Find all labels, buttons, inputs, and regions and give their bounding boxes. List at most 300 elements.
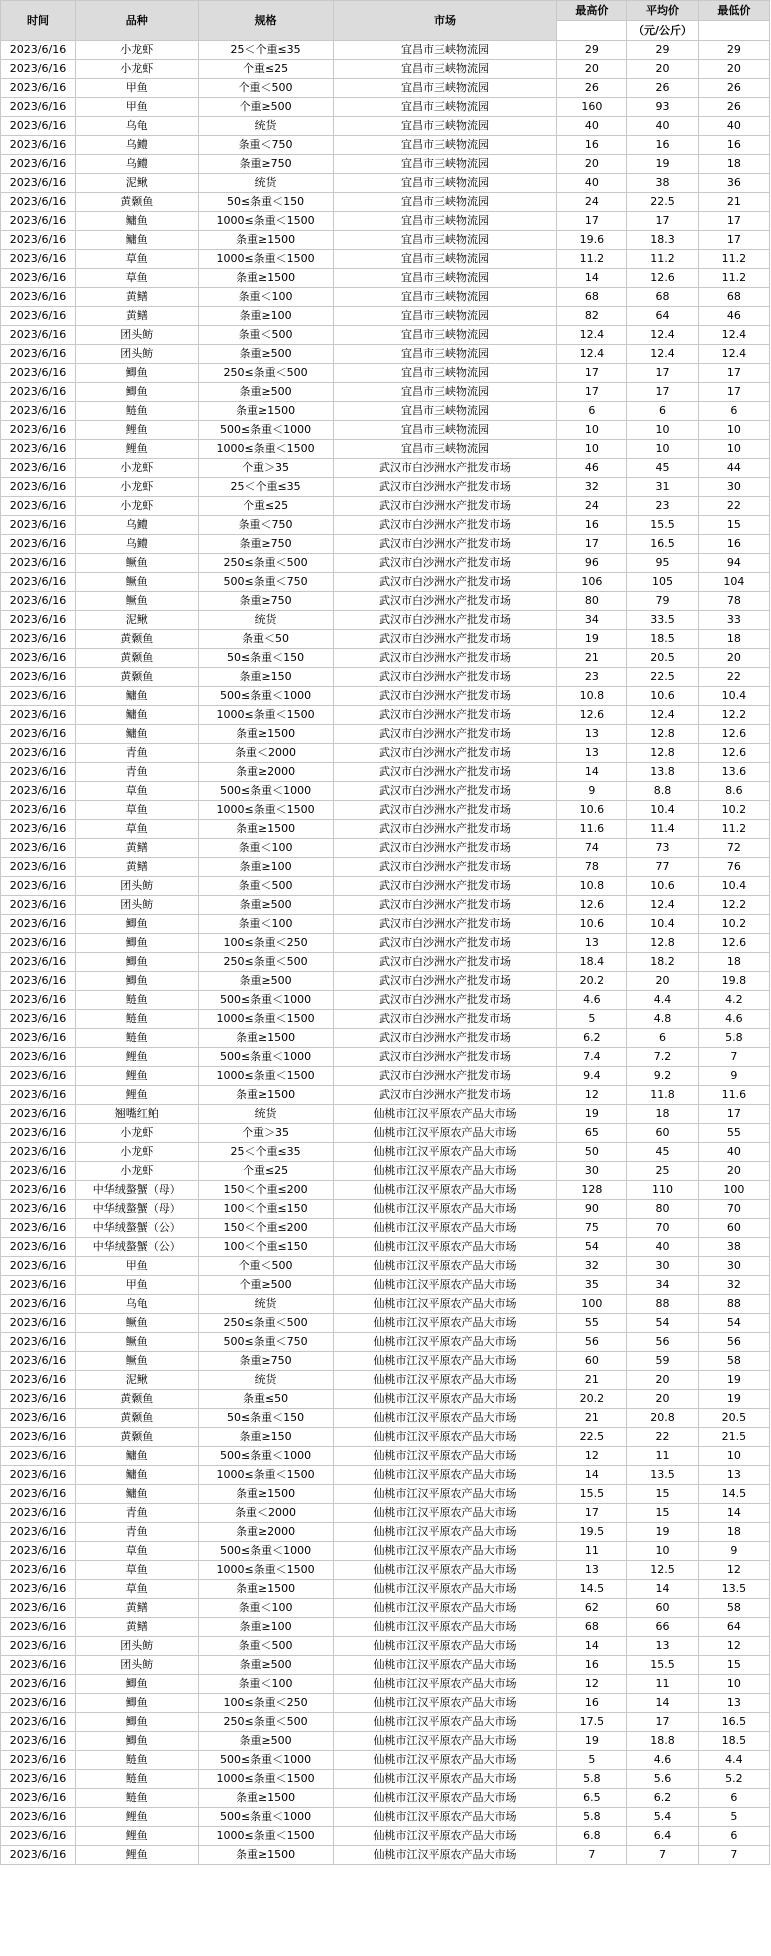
cell-avg-price: 16.5 (627, 535, 698, 554)
cell-market: 仙桃市江汉平原农产品大市场 (333, 1694, 557, 1713)
cell-market: 武汉市白沙洲水产批发市场 (333, 763, 557, 782)
cell-avg-price: 40 (627, 117, 698, 136)
cell-spec: 1000≤条重＜1500 (198, 1010, 333, 1029)
cell-min-price: 18 (698, 155, 769, 174)
cell-avg-price: 30 (627, 1257, 698, 1276)
table-row (1, 345, 770, 364)
cell-date: 2023/6/16 (1, 1200, 76, 1219)
cell-spec: 500≤条重＜750 (198, 1333, 333, 1352)
cell-date: 2023/6/16 (1, 1504, 76, 1523)
table-row (1, 801, 770, 820)
cell-avg-price: 6.4 (627, 1827, 698, 1846)
cell-date: 2023/6/16 (1, 706, 76, 725)
table-row (1, 611, 770, 630)
cell-variety: 鳜鱼 (76, 1314, 199, 1333)
cell-market: 武汉市白沙洲水产批发市场 (333, 725, 557, 744)
cell-min-price: 19 (698, 1390, 769, 1409)
table-row (1, 896, 770, 915)
cell-variety: 鳜鱼 (76, 1333, 199, 1352)
cell-spec: 条重≥500 (198, 345, 333, 364)
header-spec: 规格 (198, 1, 333, 41)
cell-variety: 团头鲂 (76, 877, 199, 896)
cell-variety: 甲鱼 (76, 1257, 199, 1276)
cell-max-price: 10.8 (557, 877, 627, 896)
cell-variety: 鲢鱼 (76, 402, 199, 421)
header-market: 市场 (333, 1, 557, 41)
cell-avg-price: 29 (627, 41, 698, 60)
cell-avg-price: 15 (627, 1504, 698, 1523)
cell-spec: 条重≤50 (198, 1390, 333, 1409)
cell-market: 仙桃市江汉平原农产品大市场 (333, 1257, 557, 1276)
cell-market: 武汉市白沙洲水产批发市场 (333, 706, 557, 725)
cell-date: 2023/6/16 (1, 934, 76, 953)
cell-avg-price: 10 (627, 1542, 698, 1561)
cell-market: 仙桃市江汉平原农产品大市场 (333, 1789, 557, 1808)
cell-max-price: 32 (557, 1257, 627, 1276)
cell-max-price: 100 (557, 1295, 627, 1314)
cell-market: 仙桃市江汉平原农产品大市场 (333, 1276, 557, 1295)
cell-spec: 条重＜500 (198, 877, 333, 896)
cell-avg-price: 10 (627, 421, 698, 440)
cell-avg-price: 105 (627, 573, 698, 592)
table-row (1, 630, 770, 649)
table-row (1, 573, 770, 592)
cell-market: 仙桃市江汉平原农产品大市场 (333, 1314, 557, 1333)
cell-market: 宜昌市三峡物流园 (333, 79, 557, 98)
cell-variety: 鲢鱼 (76, 1029, 199, 1048)
cell-date: 2023/6/16 (1, 1485, 76, 1504)
cell-avg-price: 38 (627, 174, 698, 193)
cell-variety: 草鱼 (76, 269, 199, 288)
cell-variety: 乌鳢 (76, 155, 199, 174)
cell-avg-price: 14 (627, 1580, 698, 1599)
cell-max-price: 5.8 (557, 1770, 627, 1789)
cell-market: 武汉市白沙洲水产批发市场 (333, 1067, 557, 1086)
cell-variety: 鳙鱼 (76, 687, 199, 706)
cell-max-price: 6.2 (557, 1029, 627, 1048)
cell-avg-price: 15.5 (627, 1656, 698, 1675)
cell-market: 宜昌市三峡物流园 (333, 307, 557, 326)
table-row (1, 1314, 770, 1333)
cell-spec: 条重≥500 (198, 896, 333, 915)
cell-date: 2023/6/16 (1, 1713, 76, 1732)
cell-spec: 条重≥100 (198, 1618, 333, 1637)
cell-market: 仙桃市江汉平原农产品大市场 (333, 1352, 557, 1371)
cell-date: 2023/6/16 (1, 953, 76, 972)
cell-date: 2023/6/16 (1, 1314, 76, 1333)
cell-spec: 条重≥1500 (198, 402, 333, 421)
cell-avg-price: 68 (627, 288, 698, 307)
cell-date: 2023/6/16 (1, 60, 76, 79)
cell-min-price: 10 (698, 440, 769, 459)
table-row (1, 60, 770, 79)
cell-market: 仙桃市江汉平原农产品大市场 (333, 1390, 557, 1409)
cell-market: 仙桃市江汉平原农产品大市场 (333, 1561, 557, 1580)
cell-market: 仙桃市江汉平原农产品大市场 (333, 1656, 557, 1675)
table-row (1, 820, 770, 839)
cell-min-price: 12.2 (698, 896, 769, 915)
cell-variety: 黄颡鱼 (76, 630, 199, 649)
cell-spec: 条重＜100 (198, 1675, 333, 1694)
cell-spec: 500≤条重＜1000 (198, 687, 333, 706)
cell-max-price: 10.8 (557, 687, 627, 706)
cell-avg-price: 56 (627, 1333, 698, 1352)
cell-min-price: 12.6 (698, 744, 769, 763)
cell-max-price: 75 (557, 1219, 627, 1238)
cell-spec: 1000≤条重＜1500 (198, 1770, 333, 1789)
cell-market: 仙桃市江汉平原农产品大市场 (333, 1447, 557, 1466)
cell-min-price: 7 (698, 1048, 769, 1067)
cell-market: 武汉市白沙洲水产批发市场 (333, 1029, 557, 1048)
table-row (1, 1409, 770, 1428)
cell-avg-price: 110 (627, 1181, 698, 1200)
cell-spec: 统货 (198, 1105, 333, 1124)
cell-min-price: 17 (698, 212, 769, 231)
cell-min-price: 4.6 (698, 1010, 769, 1029)
cell-max-price: 4.6 (557, 991, 627, 1010)
cell-date: 2023/6/16 (1, 1694, 76, 1713)
cell-avg-price: 4.6 (627, 1751, 698, 1770)
cell-min-price: 18 (698, 1523, 769, 1542)
cell-avg-price: 17 (627, 212, 698, 231)
cell-max-price: 18.4 (557, 953, 627, 972)
cell-spec: 条重≥1500 (198, 1029, 333, 1048)
cell-max-price: 80 (557, 592, 627, 611)
cell-market: 宜昌市三峡物流园 (333, 117, 557, 136)
cell-variety: 鳙鱼 (76, 212, 199, 231)
cell-variety: 草鱼 (76, 250, 199, 269)
cell-variety: 鲫鱼 (76, 972, 199, 991)
cell-min-price: 17 (698, 383, 769, 402)
cell-date: 2023/6/16 (1, 630, 76, 649)
cell-date: 2023/6/16 (1, 972, 76, 991)
cell-spec: 50≤条重＜150 (198, 649, 333, 668)
cell-market: 仙桃市江汉平原农产品大市场 (333, 1181, 557, 1200)
cell-avg-price: 16 (627, 136, 698, 155)
cell-date: 2023/6/16 (1, 1295, 76, 1314)
cell-min-price: 12.2 (698, 706, 769, 725)
cell-avg-price: 12.4 (627, 345, 698, 364)
cell-market: 武汉市白沙洲水产批发市场 (333, 573, 557, 592)
cell-max-price: 13 (557, 744, 627, 763)
cell-date: 2023/6/16 (1, 1276, 76, 1295)
cell-min-price: 16 (698, 535, 769, 554)
cell-avg-price: 7.2 (627, 1048, 698, 1067)
table-row (1, 1827, 770, 1846)
cell-variety: 中华绒螯蟹（母） (76, 1181, 199, 1200)
cell-date: 2023/6/16 (1, 668, 76, 687)
cell-variety: 鲤鱼 (76, 1067, 199, 1086)
cell-market: 仙桃市江汉平原农产品大市场 (333, 1713, 557, 1732)
cell-date: 2023/6/16 (1, 611, 76, 630)
table-row (1, 858, 770, 877)
cell-avg-price: 18.5 (627, 630, 698, 649)
cell-variety: 鲢鱼 (76, 1770, 199, 1789)
cell-min-price: 17 (698, 231, 769, 250)
cell-avg-price: 6 (627, 1029, 698, 1048)
cell-min-price: 4.2 (698, 991, 769, 1010)
table-row (1, 1846, 770, 1865)
cell-min-price: 18.5 (698, 1732, 769, 1751)
cell-date: 2023/6/16 (1, 383, 76, 402)
cell-variety: 鲫鱼 (76, 934, 199, 953)
table-row (1, 212, 770, 231)
cell-spec: 个重＞35 (198, 1124, 333, 1143)
cell-variety: 翘嘴红鲌 (76, 1105, 199, 1124)
cell-market: 武汉市白沙洲水产批发市场 (333, 953, 557, 972)
cell-date: 2023/6/16 (1, 1618, 76, 1637)
cell-max-price: 12.6 (557, 896, 627, 915)
table-row (1, 649, 770, 668)
table-row (1, 1067, 770, 1086)
cell-avg-price: 20.5 (627, 649, 698, 668)
table-row (1, 1352, 770, 1371)
cell-max-price: 29 (557, 41, 627, 60)
cell-min-price: 14.5 (698, 1485, 769, 1504)
cell-date: 2023/6/16 (1, 231, 76, 250)
cell-date: 2023/6/16 (1, 1466, 76, 1485)
cell-max-price: 65 (557, 1124, 627, 1143)
cell-avg-price: 93 (627, 98, 698, 117)
cell-market: 武汉市白沙洲水产批发市场 (333, 1048, 557, 1067)
cell-min-price: 9 (698, 1542, 769, 1561)
cell-date: 2023/6/16 (1, 1656, 76, 1675)
cell-variety: 乌鳢 (76, 516, 199, 535)
cell-variety: 鳙鱼 (76, 706, 199, 725)
table-row (1, 592, 770, 611)
cell-avg-price: 11 (627, 1675, 698, 1694)
cell-avg-price: 80 (627, 1200, 698, 1219)
cell-variety: 黄颡鱼 (76, 649, 199, 668)
cell-date: 2023/6/16 (1, 326, 76, 345)
table-row (1, 763, 770, 782)
cell-market: 宜昌市三峡物流园 (333, 136, 557, 155)
cell-max-price: 20.2 (557, 972, 627, 991)
cell-market: 武汉市白沙洲水产批发市场 (333, 1086, 557, 1105)
cell-avg-price: 22.5 (627, 668, 698, 687)
cell-avg-price: 64 (627, 307, 698, 326)
cell-min-price: 10 (698, 1675, 769, 1694)
cell-variety: 甲鱼 (76, 79, 199, 98)
cell-date: 2023/6/16 (1, 459, 76, 478)
cell-date: 2023/6/16 (1, 839, 76, 858)
cell-market: 仙桃市江汉平原农产品大市场 (333, 1618, 557, 1637)
cell-avg-price: 33.5 (627, 611, 698, 630)
cell-date: 2023/6/16 (1, 1143, 76, 1162)
cell-min-price: 55 (698, 1124, 769, 1143)
cell-market: 宜昌市三峡物流园 (333, 269, 557, 288)
cell-avg-price: 4.4 (627, 991, 698, 1010)
cell-spec: 150＜个重≤200 (198, 1181, 333, 1200)
cell-spec: 条重≥750 (198, 1352, 333, 1371)
table-row (1, 288, 770, 307)
cell-date: 2023/6/16 (1, 877, 76, 896)
cell-date: 2023/6/16 (1, 1789, 76, 1808)
cell-date: 2023/6/16 (1, 1238, 76, 1257)
cell-spec: 25＜个重≤35 (198, 41, 333, 60)
cell-min-price: 60 (698, 1219, 769, 1238)
cell-avg-price: 88 (627, 1295, 698, 1314)
cell-min-price: 10.2 (698, 801, 769, 820)
cell-date: 2023/6/16 (1, 1048, 76, 1067)
cell-variety: 鲫鱼 (76, 364, 199, 383)
cell-min-price: 46 (698, 307, 769, 326)
cell-date: 2023/6/16 (1, 1010, 76, 1029)
cell-market: 武汉市白沙洲水产批发市场 (333, 991, 557, 1010)
cell-market: 宜昌市三峡物流园 (333, 288, 557, 307)
cell-variety: 黄颡鱼 (76, 1428, 199, 1447)
cell-max-price: 13 (557, 725, 627, 744)
cell-market: 仙桃市江汉平原农产品大市场 (333, 1827, 557, 1846)
cell-spec: 250≤条重＜500 (198, 554, 333, 573)
cell-variety: 草鱼 (76, 1561, 199, 1580)
cell-market: 武汉市白沙洲水产批发市场 (333, 554, 557, 573)
cell-spec: 1000≤条重＜1500 (198, 212, 333, 231)
cell-avg-price: 7 (627, 1846, 698, 1865)
cell-variety: 鲤鱼 (76, 440, 199, 459)
cell-max-price: 9.4 (557, 1067, 627, 1086)
cell-date: 2023/6/16 (1, 1428, 76, 1447)
cell-date: 2023/6/16 (1, 41, 76, 60)
cell-spec: 100＜个重≤150 (198, 1238, 333, 1257)
table-row (1, 497, 770, 516)
cell-market: 仙桃市江汉平原农产品大市场 (333, 1732, 557, 1751)
cell-spec: 条重≥1500 (198, 820, 333, 839)
cell-avg-price: 20 (627, 1390, 698, 1409)
cell-date: 2023/6/16 (1, 421, 76, 440)
cell-avg-price: 18.3 (627, 231, 698, 250)
table-row (1, 1732, 770, 1751)
cell-market: 武汉市白沙洲水产批发市场 (333, 516, 557, 535)
cell-spec: 条重＜100 (198, 1599, 333, 1618)
cell-max-price: 7 (557, 1846, 627, 1865)
cell-spec: 个重＜500 (198, 1257, 333, 1276)
table-row (1, 478, 770, 497)
cell-avg-price: 18.8 (627, 1732, 698, 1751)
cell-avg-price: 17 (627, 383, 698, 402)
cell-spec: 500≤条重＜1000 (198, 421, 333, 440)
table-row (1, 1637, 770, 1656)
cell-market: 仙桃市江汉平原农产品大市场 (333, 1371, 557, 1390)
cell-spec: 100≤条重＜250 (198, 934, 333, 953)
cell-spec: 条重≥150 (198, 1428, 333, 1447)
cell-market: 武汉市白沙洲水产批发市场 (333, 1010, 557, 1029)
cell-date: 2023/6/16 (1, 250, 76, 269)
cell-market: 武汉市白沙洲水产批发市场 (333, 839, 557, 858)
table-row (1, 706, 770, 725)
cell-spec: 50≤条重＜150 (198, 193, 333, 212)
cell-spec: 条重≥500 (198, 383, 333, 402)
cell-date: 2023/6/16 (1, 1124, 76, 1143)
cell-market: 仙桃市江汉平原农产品大市场 (333, 1504, 557, 1523)
cell-date: 2023/6/16 (1, 193, 76, 212)
cell-spec: 1000≤条重＜1500 (198, 706, 333, 725)
cell-market: 仙桃市江汉平原农产品大市场 (333, 1105, 557, 1124)
cell-date: 2023/6/16 (1, 687, 76, 706)
cell-market: 宜昌市三峡物流园 (333, 383, 557, 402)
cell-avg-price: 19 (627, 1523, 698, 1542)
cell-min-price: 11.2 (698, 250, 769, 269)
cell-min-price: 30 (698, 478, 769, 497)
cell-max-price: 106 (557, 573, 627, 592)
table-row (1, 972, 770, 991)
cell-spec: 条重＜100 (198, 839, 333, 858)
cell-date: 2023/6/16 (1, 744, 76, 763)
cell-min-price: 12.6 (698, 725, 769, 744)
cell-variety: 团头鲂 (76, 1637, 199, 1656)
cell-date: 2023/6/16 (1, 1352, 76, 1371)
cell-avg-price: 45 (627, 459, 698, 478)
cell-variety: 中华绒螯蟹（公） (76, 1219, 199, 1238)
cell-spec: 条重≥1500 (198, 1485, 333, 1504)
cell-min-price: 6 (698, 1789, 769, 1808)
cell-max-price: 17 (557, 1504, 627, 1523)
cell-min-price: 26 (698, 79, 769, 98)
cell-max-price: 16 (557, 1656, 627, 1675)
cell-avg-price: 20 (627, 972, 698, 991)
cell-market: 宜昌市三峡物流园 (333, 174, 557, 193)
cell-max-price: 16 (557, 516, 627, 535)
cell-date: 2023/6/16 (1, 1257, 76, 1276)
cell-market: 武汉市白沙洲水产批发市场 (333, 858, 557, 877)
cell-max-price: 20.2 (557, 1390, 627, 1409)
cell-max-price: 82 (557, 307, 627, 326)
cell-market: 宜昌市三峡物流园 (333, 231, 557, 250)
cell-variety: 鲢鱼 (76, 1751, 199, 1770)
cell-market: 仙桃市江汉平原农产品大市场 (333, 1808, 557, 1827)
cell-min-price: 94 (698, 554, 769, 573)
cell-spec: 统货 (198, 1371, 333, 1390)
table-row (1, 326, 770, 345)
table-row (1, 1808, 770, 1827)
cell-date: 2023/6/16 (1, 155, 76, 174)
table-row (1, 1770, 770, 1789)
cell-min-price: 17 (698, 1105, 769, 1124)
cell-min-price: 100 (698, 1181, 769, 1200)
cell-date: 2023/6/16 (1, 364, 76, 383)
cell-date: 2023/6/16 (1, 858, 76, 877)
cell-market: 武汉市白沙洲水产批发市场 (333, 801, 557, 820)
cell-date: 2023/6/16 (1, 1770, 76, 1789)
cell-variety: 青鱼 (76, 1523, 199, 1542)
cell-avg-price: 20 (627, 60, 698, 79)
cell-variety: 鲤鱼 (76, 1846, 199, 1865)
cell-market: 宜昌市三峡物流园 (333, 60, 557, 79)
table-row (1, 1694, 770, 1713)
cell-avg-price: 12.4 (627, 326, 698, 345)
cell-variety: 鲤鱼 (76, 1808, 199, 1827)
cell-avg-price: 6 (627, 402, 698, 421)
cell-variety: 鲫鱼 (76, 1732, 199, 1751)
cell-variety: 鲫鱼 (76, 953, 199, 972)
cell-date: 2023/6/16 (1, 915, 76, 934)
cell-min-price: 18 (698, 953, 769, 972)
cell-min-price: 13.6 (698, 763, 769, 782)
cell-avg-price: 11.8 (627, 1086, 698, 1105)
cell-spec: 150＜个重≤200 (198, 1219, 333, 1238)
cell-date: 2023/6/16 (1, 725, 76, 744)
cell-spec: 个重≥500 (198, 98, 333, 117)
cell-market: 武汉市白沙洲水产批发市场 (333, 497, 557, 516)
cell-max-price: 12.6 (557, 706, 627, 725)
table-row (1, 1371, 770, 1390)
cell-max-price: 96 (557, 554, 627, 573)
cell-spec: 条重≥1500 (198, 231, 333, 250)
cell-market: 武汉市白沙洲水产批发市场 (333, 820, 557, 839)
table-row (1, 991, 770, 1010)
cell-max-price: 11.6 (557, 820, 627, 839)
cell-min-price: 5.2 (698, 1770, 769, 1789)
